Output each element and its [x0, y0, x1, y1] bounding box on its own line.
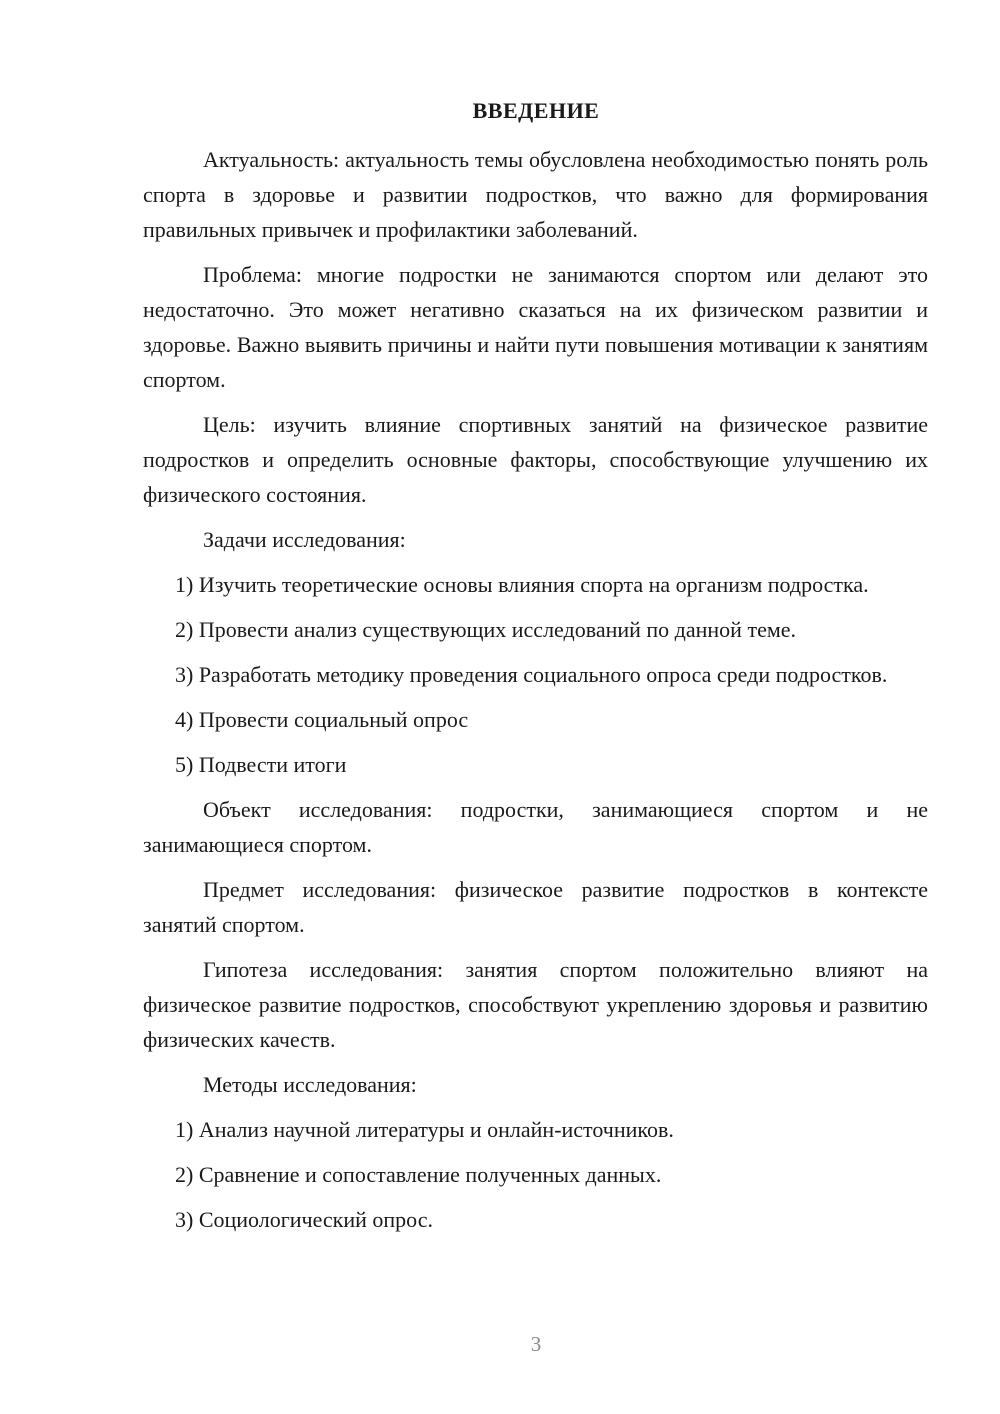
tasks-list: [143, 567, 928, 782]
page-number: 3: [530, 1332, 542, 1356]
methods-heading: Методы исследования:: [203, 1072, 417, 1097]
subject-paragraph: Предмет исследования: физическое развитие подростков в контексте занятий спортом.: [143, 877, 928, 937]
object-paragraph: Объект исследования: подростки, занимающиеся спортом и не занимающиеся спортом.: [143, 797, 928, 857]
list-item: 5) Подвести итоги: [175, 752, 347, 777]
document-body: [143, 142, 928, 1247]
problem-paragraph: Проблема: многие подростки не занимаются спортом или делают это недостаточно. Это может негативно сказаться на их физическом развитии и здоровье. Важно выявить причины и найти пути повышения мотивации к занятиям спортом.: [143, 262, 928, 392]
list-item: 4) Провести социальный опрос: [175, 707, 469, 732]
tasks-heading: Задачи исследования:: [203, 527, 406, 552]
list-item: 1) Анализ научной литературы и онлайн-источников.: [175, 1117, 674, 1142]
hypothesis-paragraph: Гипотеза исследования: занятия спортом положительно влияют на физическое развитие подростков, способствуют укреплению здоровья и развитию физических качеств.: [143, 957, 928, 1052]
goal-paragraph: Цель: изучить влияние спортивных занятий на физическое развитие подростков и определить основные факторы, способствующие улучшению их физического состояния.: [143, 412, 928, 507]
page-title: ВВЕДЕНИЕ: [472, 98, 600, 123]
list-item: 3) Разработать методику проведения социального опроса среди подростков.: [175, 662, 888, 687]
list-item: 1) Изучить теоретические основы влияния спорта на организм подростка.: [175, 572, 869, 597]
list-item: 3) Социологический опрос.: [175, 1207, 433, 1232]
methods-list: [143, 1112, 928, 1237]
list-item: 2) Сравнение и сопоставление полученных данных.: [175, 1162, 662, 1187]
list-item: 2) Провести анализ существующих исследований по данной теме.: [175, 617, 797, 642]
relevance-paragraph: Актуальность: актуальность темы обусловлена необходимостью понять роль спорта в здоровье и развитии подростков, что важно для формирования правильных привычек и профилактики заболеваний.: [143, 147, 928, 242]
